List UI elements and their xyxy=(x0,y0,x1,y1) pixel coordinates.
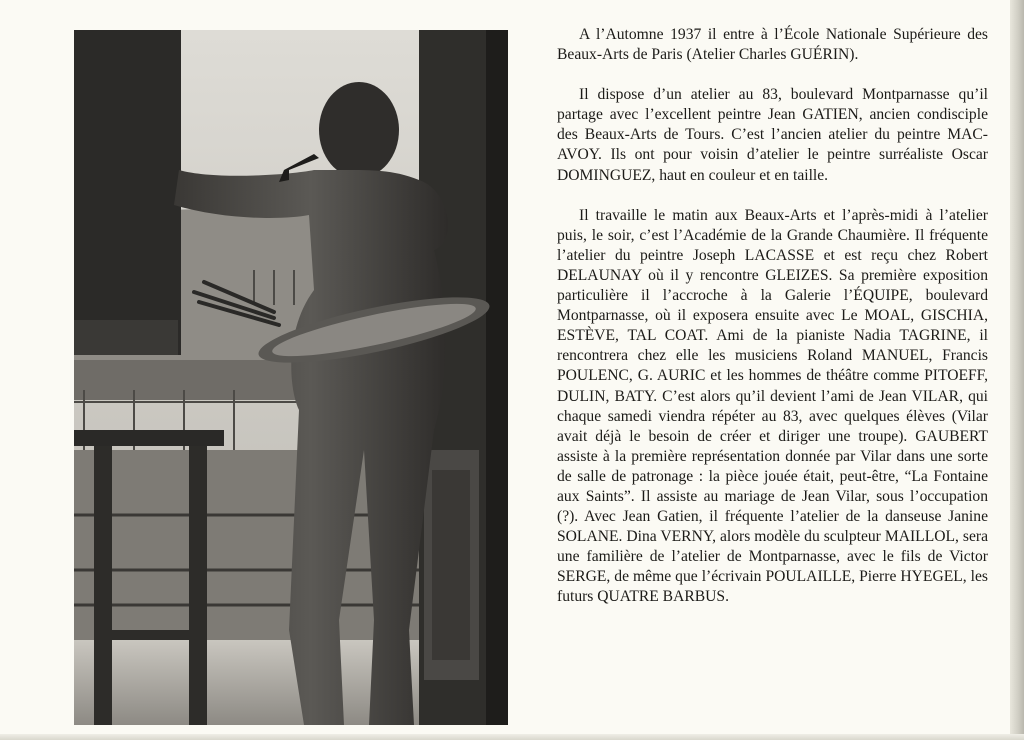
paragraph-beaux-arts: A l’Automne 1937 il entre à l’École Nationale Supérieure des Beaux-Arts de Paris (Atelier Charles GUÉRIN). xyxy=(557,26,988,64)
photograph-painter-at-window xyxy=(74,30,508,725)
paragraph-atelier-montparnasse: Il dispose d’un atelier au 83, boulevard Montparnasse qu’il partage avec l’excellent peintre Jean GATIEN, ancien condisciple des Beaux-Arts de Tours. C’est l’ancien atelier du peintre MAC-AVOY. Ils ont pour voisin d’atelier le peintre surréaliste Oscar DOMINGUEZ, haut en couleur et en taille. xyxy=(557,86,988,184)
paragraph-daily-life-friends: Il travaille le matin aux Beaux-Arts et l’après-midi à l’atelier puis, le soir, c’est l’Académie de la Grande Chaumière. Il fréquente l’atelier du peintre Joseph LACASSE et est reçu chez Robert DELAUNAY où il y rencontre GLEIZES. Sa première exposition particulière il l’accroche à la Galerie l’ÉQUIPE, boulevard Montparnasse, où il exposera ensuite avec Le MOAL, GISCHIA, ESTÈVE, TAL COAT. Ami de la pianiste Nadia TAGRINE, il rencontrera chez elle les musiciens Roland MANUEL, Francis POULENC, G. AURIC et les hommes de théâtre comme PITOEFF, DULIN, BATY. C’est alors qu’il devient l’ami de Jean VILAR, qui chaque samedi viendra répéter au 83, avec quelques élèves (Vilar avait déjà le besoin de créer et diriger une troupe). GAUBERT assiste à la première représentation donnée par Vilar dans une sorte de salle de patronage : la pièce jouée était, peut-être, “La Fontaine aux Saints”. Il assiste au mariage de Jean Vilar, sous l’occupation (?). Avec Jean Gatien, il fréquente l’atelier de la danseuse Janine SOLANE. Dina VERNY, alors modèle du sculpteur MAILLOL, sera une familière de l’atelier de Montparnasse, avec le fils de Victor SERGE, de même que l’écrivain POULAILLE, Pierre HYEGEL, les futurs QUATRE BARBUS. xyxy=(557,206,988,606)
page-edge-bottom xyxy=(0,734,1024,740)
biography-text xyxy=(557,25,988,628)
page-edge-right xyxy=(1010,0,1024,740)
